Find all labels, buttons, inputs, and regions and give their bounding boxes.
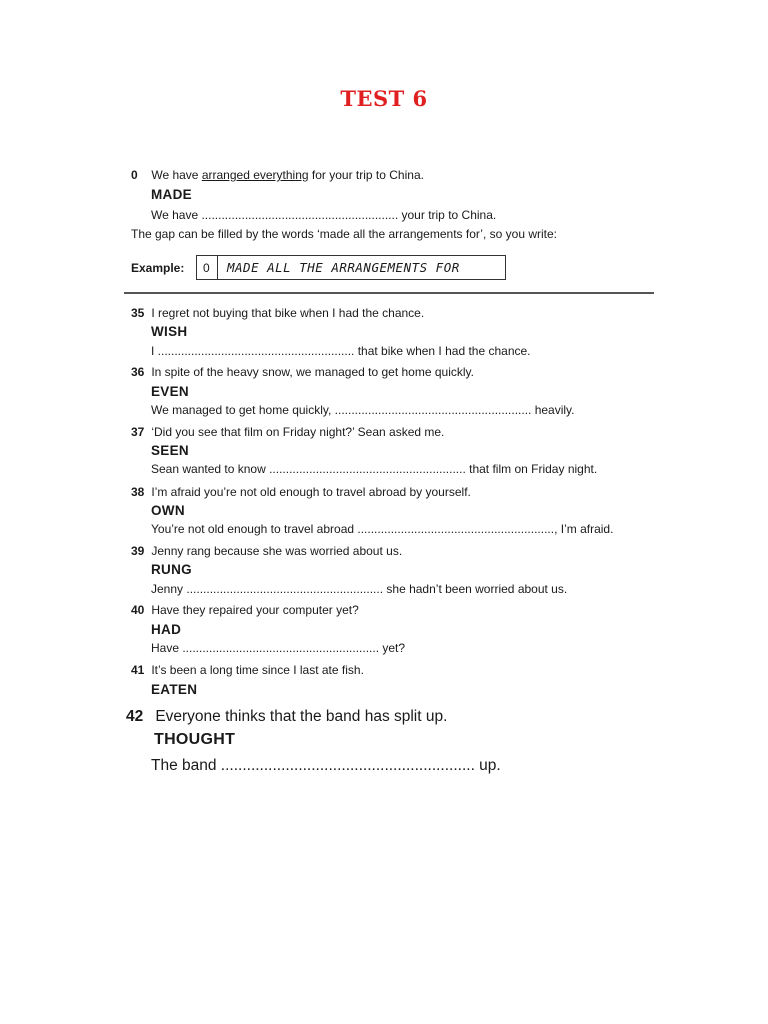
item-42-number: 42 <box>126 708 144 725</box>
example-keyword: MADE <box>151 187 192 202</box>
item-42-sentence <box>126 708 447 726</box>
item-38-sentence <box>131 485 471 499</box>
item-41-text: It’s been a long time since I last ate fish. <box>151 663 364 677</box>
item-41-keyword: EATEN <box>151 682 198 697</box>
item-40-gapped-line: Have ........................................................... yet? <box>151 641 406 655</box>
item-41-number: 41 <box>131 663 145 677</box>
example-explanation: The gap can be filled by the words ‘made all the arrangements for’, so you write: <box>131 227 557 241</box>
page-title: TEST 6 <box>340 86 428 111</box>
item-35-sentence <box>131 306 424 320</box>
item-39-number: 39 <box>131 544 145 558</box>
item-36-gapped-line: We managed to get home quickly, ........................................................... heavily. <box>151 403 575 417</box>
item-39-keyword: RUNG <box>151 562 192 577</box>
item-35-keyword: WISH <box>151 324 188 339</box>
example-label: Example: <box>131 261 185 275</box>
item-36-text: In spite of the heavy snow, we managed to get home quickly. <box>151 365 474 379</box>
item-37-keyword: SEEN <box>151 443 189 458</box>
item-39-text: Jenny rang because she was worried about us. <box>151 544 403 558</box>
item-35-text: I regret not buying that bike when I had the chance. <box>151 306 425 320</box>
item-42-keyword: THOUGHT <box>154 731 236 748</box>
item-40-text: Have they repaired your computer yet? <box>151 603 359 617</box>
example-answer-box <box>196 255 506 280</box>
item-36-sentence <box>131 365 474 379</box>
item-40-number: 40 <box>131 603 145 617</box>
item-37-text: ‘Did you see that film on Friday night?’ Sean asked me. <box>151 425 445 439</box>
item-35-number: 35 <box>131 306 145 320</box>
section-divider <box>124 292 654 294</box>
item-37-gapped-line: Sean wanted to know ........................................................... that film on Friday night. <box>151 462 598 476</box>
item-38-keyword: OWN <box>151 503 185 518</box>
item-40-keyword: HAD <box>151 622 182 637</box>
example-gapped-line: We have ........................................................... your trip to China. <box>151 208 497 222</box>
example-sentence-before: We have <box>151 168 202 182</box>
item-36-keyword: EVEN <box>151 384 189 399</box>
item-37-number: 37 <box>131 425 145 439</box>
item-38-number: 38 <box>131 485 145 499</box>
item-35-gapped-line: I ........................................................... that bike when I had the chance. <box>151 344 531 358</box>
item-42-text: Everyone thinks that the band has split up. <box>155 708 448 725</box>
item-41-sentence <box>131 663 364 677</box>
example-box-number: 0 <box>203 261 210 275</box>
item-40-sentence <box>131 603 359 617</box>
item-36-number: 36 <box>131 365 145 379</box>
example-box-divider <box>217 256 218 279</box>
item-38-text: I’m afraid you’re not old enough to travel abroad by yourself. <box>151 485 471 499</box>
example-answer: MADE ALL THE ARRANGEMENTS FOR <box>227 260 460 275</box>
example-sentence-after: for your trip to China. <box>308 168 424 182</box>
example-sentence-underlined: arranged everything <box>201 168 309 182</box>
item-39-sentence <box>131 544 402 558</box>
example-sentence <box>131 168 424 182</box>
item-38-gapped-line: You’re not old enough to travel abroad ..........................................................., I’m afraid. <box>151 522 614 536</box>
example-number: 0 <box>131 168 138 182</box>
item-39-gapped-line: Jenny ........................................................... she hadn’t been worried about us. <box>151 582 568 596</box>
item-37-sentence <box>131 425 444 439</box>
item-42-gapped-line: The band ........................................................... up. <box>151 757 501 774</box>
